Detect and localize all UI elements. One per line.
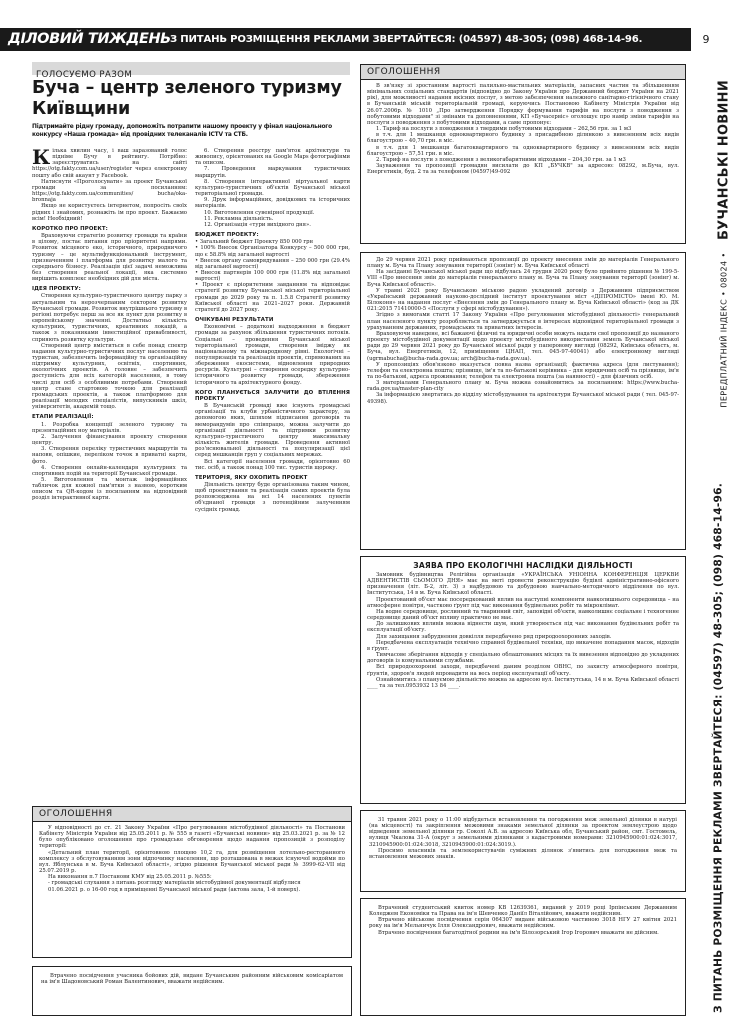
dpt-para: «Детальний план території, орієнтовною площею 10,2 га, для розміщення лотельно-ресторанного комплексу з обслуговуванням зони відпочинку населення, що розташована в межах існуючої водойми по вул. Яблунська в м. Буча Київської області», згідно рішення Бучанської міської ради № 3999-62-VII від 25.07.2019 р. [39,849,345,875]
who-heading: КОГО ПЛАНУЄТЬСЯ ЗАЛУЧИТИ ДО ВТІЛЕННЯ ПРОЕКТУ [195,389,350,402]
master-plan-para: До 29 червня 2021 року приймаються пропозиції до проекту внесення змін до матеріалів Генерального плану м. Буча та Плану зонування території (зонінг) м. Буча Київської області [367,257,679,270]
stage-item: 8. Створення інтерактивної віртуальної карти культурно-туристичних об'єктів Бучанської міської територіальної громади. [195,178,350,198]
idea-para-1: Створення культурно-туристичного центру парку з актуальним та нерозчерпаним сектором розвитку Бучанської громади. Розвиток внутрішнього туризму в регіоні потребує перш за все як пункт для розвитку в європейському значенні. Достатньо кількість культурних, туристичних, креативних локацій, а також з показниками інвестиційної привабливості, сприяють розвитку культури. [32,293,187,343]
lost-right-body [361,899,685,942]
lost-item: Втрачений студентський квиток номер КВ 12639361, виданий у 2019 році Ірпінським Державним Коледжем Економіки та Права на ім'я Шевченко Даніїл Віталійович, вважати недійсним. [369,905,677,918]
notice-para: в т.ч. для 1 мешканця одноквартирного будинку з присадибною ділянкою з вивезенням всіх видів благоустрою – 40,70 грн. в міс. [367,132,679,145]
intro-para-3: Якщо не користуєтесь інтернетом, попросіть своїх рідних і знайомих, рознажіть ім про проект. Бажаємо всім! Необхідний! [32,203,187,222]
lost-left-body [33,967,351,991]
lost-docs-left [32,966,352,1016]
results-heading: ОЧІКУВАНІ РЕЗУЛЬТАТИ [195,317,274,324]
stage-item: 3. Створення переліку туристичних маршрутів та наповн, опішкие, переліком точок в приватні карти, фото. [32,446,187,465]
dpt-para: - громадські слухання з питань розгляду матеріалів містобудівної документації відбулися [48,880,301,887]
land-body [361,811,685,866]
article-col-1 [32,145,187,502]
sidebar-ad-text: З ПИТАНЬ РОЗМІЩЕННЯ РЕКЛАМИ ЗВЕРТАЙТЕСЯ: (04597) 48-305; (098) 468-14-96. [711,482,725,1013]
notice-master-plan [360,252,686,550]
notice-tariffs-head: ОГОЛОШЕННЯ [361,65,685,80]
notice-dpt-head: ОГОЛОШЕННЯ [33,807,351,822]
stage-item: 5. Виготовлення та монтаж інформаційних табличок для кожної пам'ятки з назвою, коротким описом та QR-кодом із посиланням на відповідний розділ інтерактивної карти. [32,476,187,502]
results-para: Економічні – додаткові надходження в бюджет громади за рахунок збільшення туристичних потоків. Соціальні – проведення Бучанської міської територіальної громади, створення іміджу як національному та міжнародному рівні. Екологічні – популяризація та реалізація проектів, спрямованих на збереження екосистеми, відновлення природних ресурсів. Культурні – створення осередку культурно-історичного розвитку громади, збереження історичного та архітектурного фонду. [195,324,350,386]
page-number: 9 [693,28,719,51]
stages-heading: ЕТАПИ РЕАЛІЗАЦІЇ: [32,414,94,421]
budget-item: • Проект є пріоритетним завданням та відповідає стратегії розвитку Бучанської міської територіальної громади до 2029 року та п. 1.5.8 Стратегії розвитку Київської області на 2021–2027 роки. Державній стратегії до 2027 року. [195,282,350,313]
eco-para: До залишкових впливів можна віднести шум, який утворюється під час виконання будівельних робіт та експлуатації об'єкту. [367,621,679,634]
short-heading: КОРОТКО ПРО ПРОЕКТ: [32,225,108,232]
notice-land [360,810,686,892]
who-para-2: Всі категорії населення громади, орієнтовно 60 тис. осіб, а також понад 100 тис. туристів щороку. [195,458,350,471]
notice-tariffs-body [361,80,685,178]
territory-heading: ТЕРИТОРІЯ, ЯКУ ОХОПИТЬ ПРОЕКТ [195,474,308,481]
sidebar-ad [706,480,730,1015]
eco-para: На водне середовище, рослинний та тваринний світ, заповідні об'єкти, навколишнє соціальне і техногенне середовище даний об'єкт впливу практично не має. [367,608,679,622]
master-plan-para: У пропозиціях обов'язково вказується повна назва організації; фактична адреса (для листування); телефон та електронна пошта; прізвище, ім'я та по-батькові керівника – для юридичних осіб та прізвище, ім'я та по-батькові, адреса проживання; телефон та електронна пошта (за наявності) – для фізичних осіб. [367,361,679,380]
notice-dpt-body [33,822,351,896]
sidebar-index-text: ПЕРЕДПЛАТНИЙ ІНДЕКС • 08024 • [719,252,729,408]
land-para: Просимо власників та землекористувачів суміжних ділянок з'явитись для погодження меж та встановлення межових знаків. [369,847,677,860]
lost-docs-right [360,898,686,1016]
lost-item: Втрачено військове посвідчення серія 064307 видане військовою частиною 3018 НГУ 27 квітня 2021 року на ім'я Мельничук Ілля Олександрович, вважати недійсним. [369,917,677,930]
idea-heading: ІДЕЯ ПРОЕКТУ: [32,286,81,293]
master-plan-para: На засіданні Бучанської міської ради що відбулась 24 грудня 2020 року було прийнято рішення № 199-5-VIII «Про внесення змін до матеріалів генерального плану м. Буча та Плану зонування території (зонінг) м. Буча Київської області». [367,269,679,288]
stage-item: 4. Створення онлайн-календаря культурних та спортивних подій на території Бучанської громади. [32,464,187,477]
eco-body [361,570,685,691]
dpt-para: У відповідності до ст. 21 Закону України «Про регулювання містобудівної діяльності» та Постанови Кабінету Міністрів України від 25.05.2011 р. № 555 в газеті «Бучанські новини» від 25.03.2021 р. за № 12 було опубліковано оголошення про громадське обговорення щодо надання пропозицій з розподілу території: [39,825,345,850]
article-lead: Підтримайте рідну громаду, допоможіть потрапити нашому проекту у фінал національного конкурсу «Наша громада» від провідних телеканалів ICTV та СТБ. [32,124,333,138]
article-col-2 [195,148,350,513]
rubric-text: ГОЛОСУЄМО РАЗОМ [36,70,133,80]
notice-para: 2. Тариф на послуги з поводження з великогабаритними відходами – 204,30 грн. за 1 м3 [376,156,626,163]
budget-heading: БЮДЖЕТ ПРОЕКТУ: [195,232,259,239]
drop-cap: К [32,145,51,169]
stage-item: 12. Організація «тури вихідного дня». [204,221,311,228]
idea-para-2: Створений центр вміститься в себе понад спектр надання культурно-туристичних послуг населенню та туристам, забезпечить інформаційну та організаційну підтримку культурних, освітніх, спортивних, екологічних проектів. А головне – забезпечить доступність для всіх категорій населення, в тому числі для осіб з особливими потребами. Створений центр стане стартовою точкою для реалізації громадських проектів, а також платформою для реалізації молодих спеціалістів, випускників шкіл, університетів, академій тощо. [32,342,187,411]
notice-para: В зв'язку зі зростанням вартості палильно-мастильних матеріалів, запасних частин та збільшенням мінімальних соціальних стандартів (відповідно до Закону України про Державний бюджет України на 2021 рік), для можливості надання якісних послуг, з метою забезпечення належного санітарно-гігієнічного стану в Бучанській міській територіальній громаді, керуючись Постановою Кабінету Міністрів України від 26.07.2006р. № 1010 „Про затвердження Порядку формування тарифів на послуги з поводження з побутовими відходами" зі змінами та доповненнями, КП «Бучасервіс» оголошує про намір зміни тарифів на послуги з поводження з побутовими відходами, а саме пропонує: [367,83,679,126]
intro-para-1 [32,145,187,179]
article-rubric [32,62,350,80]
eco-statement [360,556,686,804]
sidebar-brand-text: БУЧАНСЬКІ НОВИНИ [716,79,732,241]
notice-para: в т.ч. для 1 мешканця багатоквартирного та одноквартирного будинку з вивезенням всіх видів благоустрою – 57,51 грн. в міс. [367,144,679,157]
master-plan-para: За інформацією звертатись до відділу містобудування та архітектури Бучанської міської ради ( тел. 045-97-49398). [367,392,679,405]
stage-item: 10. Виготовлення сувенірної продукції. [204,209,315,216]
stage-item: 11. Рекламна діяльність. [204,215,274,222]
eco-para: Проектований об'єкт має посередкований вплив на наступні компоненти навколишнього середовища – на атмосферне повітря, частково ґрунт під час виконання будівельних робіт та мікроклімат. [367,596,679,609]
who-para-1: В Бучанській громаді вже існують громадські організації та клуби урбаністичного характеру, за допомогою яких, шляхом підписання договорів та меморандумів про співпрацю, можна залучити до організації діяльності та підтримки розвитку культурно-туристичного центру максимальну кількість жителів громади. Проведення активної роз'яснювальної діяльності та популяризації цієї серед мешканців груп у соціальних мережах. [195,403,350,459]
master-plan-para: У травні 2021 року Бучанською міською радою укладений договір з Державним підприємством «Український державний науково-дослідний інститут проектування міст «ДІПРОМІСТО» імені Ю. М. Білоконя» на надання послуг «Внесення змін до Генерального плану м. Буча Київської області» (код за ДК 021:2015 71410000-5 «Послуги у сфері містобудування»). [367,287,679,313]
master-plan-body [361,253,685,409]
eco-para: Тимчасове зберігання відходів у спеціально облаштованих місцях та їх вивезення відповідно до укладених договорів із комунальними службами. [367,652,679,665]
stage-item: 6. Створення реєстру пам'яток архітектури та живопису, орієнтованих на Google Maps фотографіями та описом. [195,148,350,167]
eco-para: Замовник будівництва Релігійна організація «УКРАЇНСЬКА УНІОННА КОНФЕРЕНЦІЯ ЦЕРКВИ АДВЕНТИСТІВ СЬОМОГО ДНЯ» має на меті провести реконструкцію будівлі адміністративно-офісного призначення (літ. Б-2, літ. З) з надбудовою та добудовою навчально-методичного відділення по вул. Інститутська, 14 в м. Буча Київської області. [367,572,679,597]
eco-para: Всі природоохоронні заходи, передбачені даним розділом ОВНС, по захисту атмосферного повітря, ґрунтів, здоров'я людей впровадити на весь період експлуатації об'єкту. [367,664,679,677]
article-title: Буча – центр зеленого туризму Київщини [32,78,342,119]
short-para: Враховуючи стратегію розвитку громади та країни в цілому, постає питання про пріоритетні напрями. Розвиток місцевого еко, історичного, природничого туризму – це мультифункціональний інструмент, призначенням і платформа для розвитку малого та середнього бізнесу. Реалізація цієї задачі неможлива без створення реальної локації, яка системно вирішить комплекс необхідних дій для міста. [32,233,187,283]
notice-para: Зауваження та пропозиції громадян висилати до КП „БУЧКВ" за адресою: 08292, м.Буча, вул. Енергетиків, буд. 2 та за телефоном (04597)49-092 [367,163,679,176]
budget-item: • Внесок органу самоврядування – 250 000 грн (29.4% від загальної вартості) [195,257,350,270]
notice-para: 1. Тариф на послуги з поводження з твердими побутовими відходами – 262,56 грн. за 1 м3 [376,126,632,133]
budget-item: • 100% Внесок Організатора Конкурсу – 500 000 грн, що є 58.8% від загальної вартості [195,245,350,258]
notice-tariffs [360,64,686,244]
territory-para: Діяльність центру буде організована таким чином, щоб проектування та реалізація самих проектів була розповсюджена на всі 14 населених пунктів об'єднаної громади з потенційним залученням сусідніх громад. [195,481,350,513]
land-para: 31 травня 2021 року о 11:00 відбудеться встановлення та погодження меж земельної ділянки в натурі (на місцевості) та закріплення межовими знаками земельної ділянки за проектом землеустрою щодо відведення земельної ділянки гр. Соколі А.В. за адресою Київська обл, Бучанський район, смт. Гостомель, вулиця Чкалова 31-А (округ з земельними ділянками з кадастровими номерами: 3210945900:01:024:3017, 3210945900:01:024:3018, 3210945900:01:024:3019.). [369,817,677,848]
budget-item: • Загальний бюджет Проекту 850 000 грн [195,239,314,246]
sidebar-index [715,240,733,420]
stage-item: 7. Проведення маркування туристичних маршрутів. [195,166,350,179]
eco-para: Для захищання забруднення довкілля передбачено ряд природоохоронних заходів. [376,633,612,640]
stage-item: 1. Розробка концепції зеленого туризму та презентаційних ноу матеріалів. [32,421,187,434]
eco-para: Ознайомитись з плануємою діяльністю можна за адресою вул. Інститутська, 14 в м. Буча Київської області ____ та за тел.0953932 13 84 ____. [367,676,679,689]
master-plan-para: Згідно з вимогами статті 17 Закону України «Про регулювання містобудівної діяльності» генеральний план населеного пункту розробляється та затверджується в інтересах відповідної територіальної громади з урахуванням державних, громадських та приватних інтересів. [367,312,679,331]
dpt-para: 01.06.2021 р. о 16-00 год в приміщенні Бучанської міської ради (актова зала, 1-й поверх). [48,886,301,893]
budget-item: • Внесок партнерів 100 000 грн (11.8% від загальної вартості) [195,269,350,283]
eco-para: Передбачена експлуатація технічно справної будівельної техніки, що викачене попадання масок, відходів в ґрунт. [367,639,679,652]
lost-item: Втрачено посвідчення учасника бойових дій, видане Бучанським районним військовим комісаріатом на ім'я Шадоновський Роман Валентинович, вважати недійсним. [41,973,343,986]
masthead-ad-banner: З ПИТАНЬ РОЗМІЩЕННЯ РЕКЛАМИ ЗВЕРТАЙТЕСЯ: (04597) 48-305; (098) 468-14-96. [170,34,643,45]
intro-para-2: Натиснути «Проголосувати» за проект Бучанської громади за посиланням: https://otg.fakty.com.ua/communities/ bucha/oka-bronnaja [32,178,187,204]
dpt-para: На виконання п.7 Постанови КМУ від 25.05.2011 р. №555: [48,874,212,881]
masthead-logo: ДІЛОВИЙ ТИЖДЕНЬ [8,31,171,47]
lost-item: Втрачено посвідчення багатодітної родини на ім'я Білозорський Ігор Ігорович вважати не дійсним. [378,929,659,936]
master-plan-para: Враховуючи наведене, всі бажаючі фізичні та юридичні особи можуть надати свої пропозиції до названого проекту містобудівної документації щодо проекту містобудівного використання земель Бучанської міської ради до 29 червня 2021 року до Бучанської міської ради у паперовому вигляді (08292, Київська область, м. Буча, вул. Енергетиків, 12, приміщення ЦНАП, тел. 045-97-40041) або електронному вигляді (ugrmabucha@bucha-rada.gov.ua; arch@bucha-rada.gov.ua). [367,330,679,362]
stage-item: 2. Залучення фінансування проекту створення центру. [32,433,187,447]
eco-heading: ЗАЯВА ПРО ЕКОЛОГІЧНІ НАСЛІДКИ ДІЯЛЬНОСТІ [413,561,633,570]
notice-detailed-plan [32,806,352,958]
master-plan-para: З матеріалами Генерального плану м. Буча можна ознайомитись за посиланням: https://www.bucha-rada.gov.ua/master-plan-city [367,380,679,393]
intro-text-1: ілька хвилин часу, і ваш заразований голос підніме Бучу в рейтингу. Потрібно: зареєструватись на сайті https://otg.fakty.com.ua/user/register через електронну пошту або свій акаунт у Facebook. [32,148,187,179]
sidebar-brand [715,60,733,260]
stage-item: 9. Друк інформаційних, довідкових та історичних матеріалів. [195,197,350,210]
